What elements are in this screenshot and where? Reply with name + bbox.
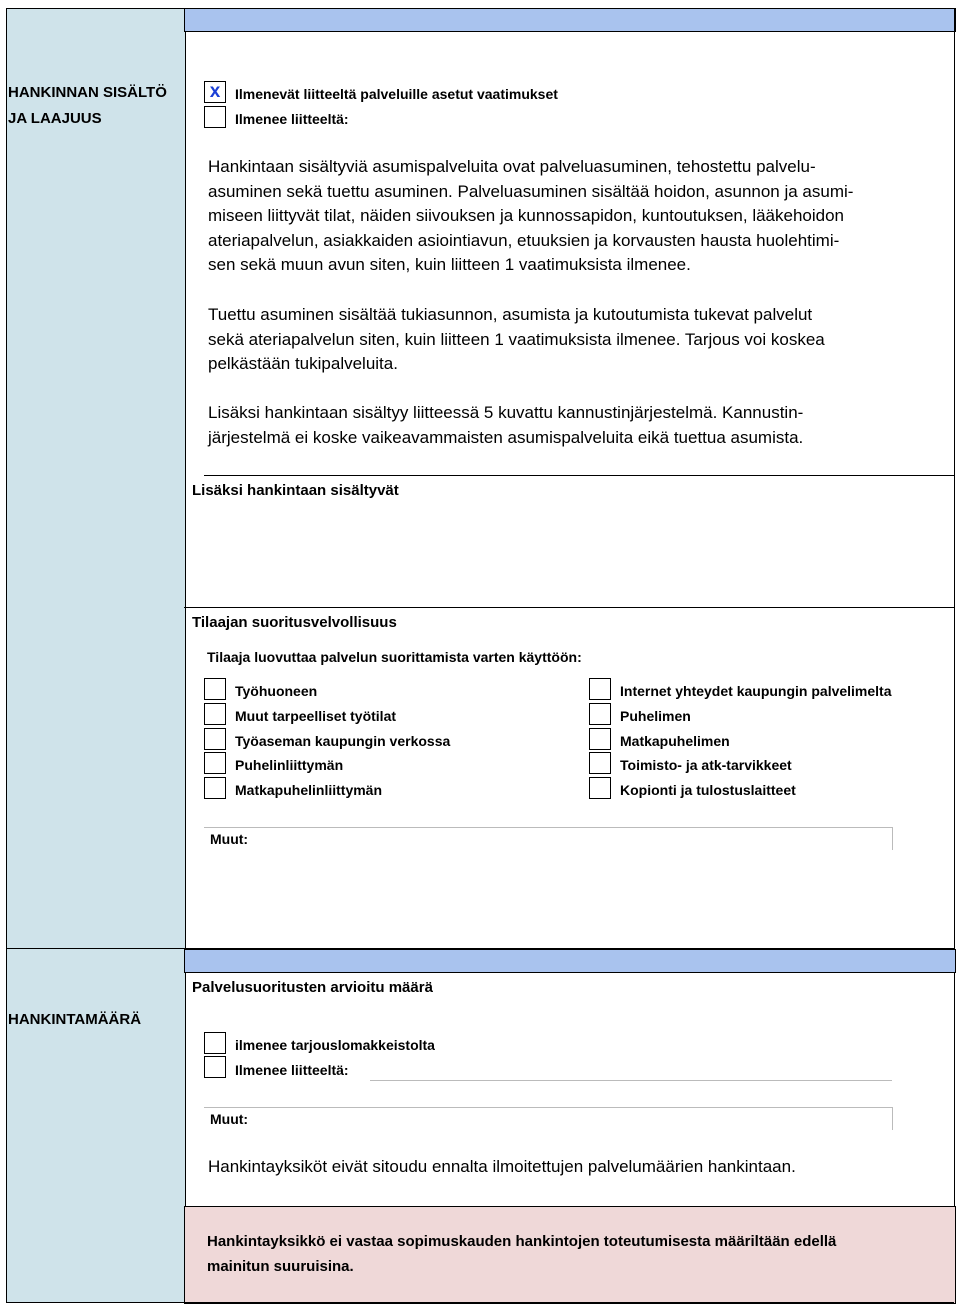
section-label-scope-line2: JA LAAJUUS [8,110,102,127]
divider [204,475,954,476]
item-label: Internet yhteydet kaupungin palvelimelta [620,683,892,699]
text-line: ateriapalvelun, asiakkaiden asiointiavun, etuuksien ja korvausten hausta huolehtimi- [208,230,840,250]
item-label: Matkapuhelimen [620,733,730,749]
scope-paragraph-2 [208,303,952,377]
text-line: sekä ateriapalvelun siten, kuin liitteen 1 vaatimuksista ilmenee. Tarjous voi koskea [208,329,825,349]
checkbox-mobile-line[interactable] [204,777,226,799]
top-divider [6,8,184,9]
notice-line-1: Hankintayksikkö ei vastaa sopimuskauden hankintojen toteutumisesta määriltään edellä [207,1233,837,1250]
scope-option1-label: Ilmenevät liitteeltä palveluille asetut vaatimukset [235,86,558,102]
scope-paragraph-1 [208,155,952,278]
amount-option2-checkbox[interactable] [204,1056,226,1078]
amount-option2-label: Ilmenee liitteeltä: [235,1062,349,1078]
amount-header-bar [184,949,956,973]
checkbox-workstation[interactable] [204,728,226,750]
notice-line-2: mainitun suuruisina. [207,1258,354,1275]
checkbox-phone-line[interactable] [204,752,226,774]
section-label-amount: HANKINTAMÄÄRÄ [8,1011,142,1028]
checkbox-office-supplies[interactable] [589,752,611,774]
text-line: pelkästään tukipalveluita. [208,354,398,373]
obligation-other-label: Muut: [210,831,249,847]
obligation-title: Tilaajan suoritusvelvollisuus [192,614,397,631]
amount-title: Palvelusuoritusten arvioitu määrä [192,979,433,996]
text-line: järjestelmä ei koske vaikeavammaisten asumispalveluita eikä tuettua asumista. [208,427,804,447]
text-line: miseen liittyvät tilat, näiden siivouksen ja kunnossapidon, kuntoutuksen, lääkehoidon [208,206,845,225]
amount-statement: Hankintayksiköt eivät sitoudu ennalta ilmoitettujen palvelumäärien hankintaan. [208,1157,796,1176]
scope-option2-label: Ilmenee liitteeltä: [235,111,349,127]
item-label: Työaseman kaupungin verkossa [235,733,451,749]
text-line: Tuettu asuminen sisältää tukiasunnon, asumista ja kutoutumista tukevat palvelut [208,305,813,324]
item-label: Kopionti ja tulostuslaitteet [620,782,796,798]
section-label-column [6,8,186,1303]
divider [184,607,954,608]
scope-option2-checkbox[interactable] [204,106,226,128]
checkbox-other-workspaces[interactable] [204,703,226,725]
checkbox-workroom[interactable] [204,678,226,700]
item-label: Työhuoneen [235,683,318,699]
amount-option1-checkbox[interactable] [204,1032,226,1054]
amount-other-label: Muut: [210,1111,249,1127]
section-label-scope-line1: HANKINNAN SISÄLTÖ [8,84,167,101]
text-line: asuminen sekä tuettu asuminen. Palveluasuminen sisältää hoidon, asunnon ja asumi- [208,181,854,201]
amount-other-field[interactable] [204,1107,893,1130]
amount-attachment-field[interactable] [370,1080,892,1081]
scope-paragraph-3 [208,401,952,450]
text-line: sen sekä muun avun siten, kuin liitteen 1 vaatimuksista ilmenee. [208,255,691,274]
checkbox-copy-print[interactable] [589,777,611,799]
item-label: Puhelimen [620,708,691,724]
bottom-divider [6,1302,954,1303]
checkbox-phone[interactable] [589,703,611,725]
item-label: Muut tarpeelliset työtilat [235,708,397,724]
checkbox-internet[interactable] [589,678,611,700]
notice-box [184,1206,956,1304]
header-bar [184,8,956,32]
text-line: Lisäksi hankintaan sisältyy liitteessä 5 kuvattu kannustinjärjestelmä. Kannustin- [208,403,804,422]
amount-option1-label: ilmenee tarjouslomakkeistolta [235,1037,435,1053]
obligation-other-field[interactable] [204,827,893,850]
additional-title: Lisäksi hankintaan sisältyvät [192,482,399,499]
item-label: Matkapuhelinliittymän [235,782,383,798]
right-border [954,8,955,1303]
obligation-subtitle: Tilaaja luovuttaa palvelun suorittamista varten käyttöön: [207,649,582,665]
scope-option1-checkbox[interactable]: x [204,81,226,103]
item-label: Toimisto- ja atk-tarvikkeet [620,757,792,773]
checkbox-mobile[interactable] [589,728,611,750]
item-label: Puhelinliittymän [235,757,344,773]
text-line: Hankintaan sisältyviä asumispalveluita ovat palveluasuminen, tehostettu palvelu- [208,157,816,176]
